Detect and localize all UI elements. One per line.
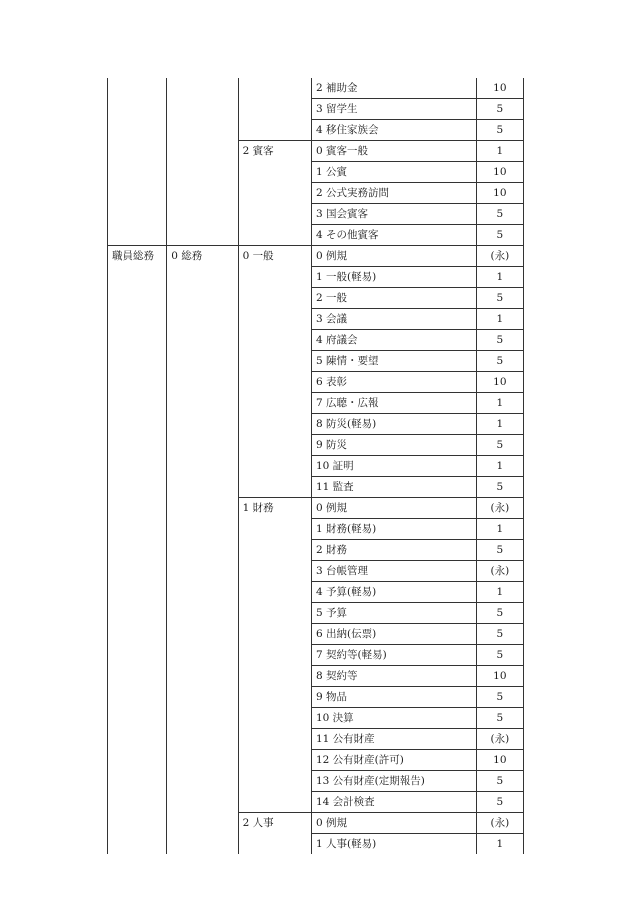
middle-category-cell: [167, 498, 238, 519]
major-category-cell: [108, 393, 167, 414]
table-row: [108, 792, 524, 813]
table-row: [108, 267, 524, 288]
item-cell: 0 例規: [311, 498, 476, 519]
retention-period-cell: 5: [476, 792, 523, 813]
major-category-cell: [108, 288, 167, 309]
minor-category-cell: [238, 204, 311, 225]
table-row: [108, 435, 524, 456]
minor-category-cell: [238, 372, 311, 393]
minor-category-cell: 2 人事: [238, 813, 311, 834]
item-cell: 1 人事(軽易): [311, 834, 476, 855]
major-category-cell: [108, 687, 167, 708]
major-category-cell: [108, 435, 167, 456]
middle-category-cell: [167, 666, 238, 687]
retention-period-cell: 5: [476, 624, 523, 645]
retention-period-cell: 1: [476, 582, 523, 603]
item-cell: 0 例規: [311, 246, 476, 267]
table-row: [108, 687, 524, 708]
retention-period-cell: 5: [476, 687, 523, 708]
retention-period-cell: 5: [476, 225, 523, 246]
major-category-cell: 職員総務: [108, 246, 167, 267]
table-row: [108, 708, 524, 729]
item-cell: 3 台帳管理: [311, 561, 476, 582]
middle-category-cell: [167, 351, 238, 372]
table-row: [108, 78, 524, 99]
middle-category-cell: [167, 540, 238, 561]
retention-period-cell: 5: [476, 540, 523, 561]
major-category-cell: [108, 771, 167, 792]
item-cell: 3 会議: [311, 309, 476, 330]
retention-period-cell: 1: [476, 414, 523, 435]
minor-category-cell: 1 財務: [238, 498, 311, 519]
minor-category-cell: [238, 351, 311, 372]
item-cell: 5 陳情・要望: [311, 351, 476, 372]
major-category-cell: [108, 498, 167, 519]
table-row: [108, 645, 524, 666]
minor-category-cell: [238, 582, 311, 603]
item-cell: 7 広聴・広報: [311, 393, 476, 414]
minor-category-cell: [238, 624, 311, 645]
major-category-cell: [108, 99, 167, 120]
item-cell: 13 公有財産(定期報告): [311, 771, 476, 792]
table-body: [108, 78, 524, 854]
middle-category-cell: [167, 330, 238, 351]
retention-period-cell: 10: [476, 372, 523, 393]
retention-period-cell: 5: [476, 435, 523, 456]
item-cell: 0 例規: [311, 813, 476, 834]
item-cell: 10 決算: [311, 708, 476, 729]
retention-period-cell: 1: [476, 834, 523, 855]
middle-category-cell: [167, 519, 238, 540]
retention-period-cell: 10: [476, 666, 523, 687]
major-category-cell: [108, 183, 167, 204]
minor-category-cell: [238, 834, 311, 855]
retention-period-cell: 5: [476, 120, 523, 141]
minor-category-cell: [238, 99, 311, 120]
middle-category-cell: [167, 708, 238, 729]
minor-category-cell: [238, 435, 311, 456]
minor-category-cell: [238, 519, 311, 540]
item-cell: 9 防災: [311, 435, 476, 456]
table-row: [108, 834, 524, 855]
major-category-cell: [108, 351, 167, 372]
minor-category-cell: [238, 666, 311, 687]
middle-category-cell: [167, 792, 238, 813]
retention-period-cell: 5: [476, 477, 523, 498]
middle-category-cell: [167, 435, 238, 456]
table-row: [108, 624, 524, 645]
middle-category-cell: [167, 750, 238, 771]
middle-category-cell: [167, 624, 238, 645]
minor-category-cell: [238, 750, 311, 771]
table-row: [108, 582, 524, 603]
middle-category-cell: [167, 414, 238, 435]
retention-period-cell: 5: [476, 99, 523, 120]
retention-period-cell: (永): [476, 498, 523, 519]
middle-category-cell: [167, 78, 238, 99]
item-cell: 12 公有財産(許可): [311, 750, 476, 771]
table-row: [108, 498, 524, 519]
retention-period-cell: 5: [476, 351, 523, 372]
retention-period-cell: 10: [476, 183, 523, 204]
retention-period-cell: 1: [476, 141, 523, 162]
item-cell: 1 財務(軽易): [311, 519, 476, 540]
retention-period-cell: 5: [476, 288, 523, 309]
table-row: [108, 225, 524, 246]
item-cell: 2 一般: [311, 288, 476, 309]
middle-category-cell: [167, 456, 238, 477]
item-cell: 2 財務: [311, 540, 476, 561]
retention-period-cell: 5: [476, 645, 523, 666]
major-category-cell: [108, 750, 167, 771]
table-row: [108, 771, 524, 792]
major-category-cell: [108, 78, 167, 99]
table-row: [108, 519, 524, 540]
middle-category-cell: [167, 183, 238, 204]
minor-category-cell: [238, 561, 311, 582]
minor-category-cell: 2 賓客: [238, 141, 311, 162]
item-cell: 14 会計検査: [311, 792, 476, 813]
minor-category-cell: [238, 477, 311, 498]
major-category-cell: [108, 225, 167, 246]
middle-category-cell: [167, 120, 238, 141]
item-cell: 6 表彰: [311, 372, 476, 393]
retention-schedule-table: [107, 78, 524, 854]
retention-period-cell: 5: [476, 603, 523, 624]
retention-period-cell: 10: [476, 162, 523, 183]
item-cell: 8 防災(軽易): [311, 414, 476, 435]
minor-category-cell: [238, 540, 311, 561]
table-row: [108, 183, 524, 204]
minor-category-cell: [238, 288, 311, 309]
retention-period-cell: 5: [476, 771, 523, 792]
retention-period-cell: 10: [476, 750, 523, 771]
minor-category-cell: [238, 687, 311, 708]
item-cell: 4 府議会: [311, 330, 476, 351]
retention-period-cell: 1: [476, 393, 523, 414]
table-row: [108, 393, 524, 414]
minor-category-cell: [238, 729, 311, 750]
major-category-cell: [108, 141, 167, 162]
minor-category-cell: [238, 267, 311, 288]
minor-category-cell: [238, 792, 311, 813]
minor-category-cell: [238, 120, 311, 141]
retention-period-cell: 10: [476, 78, 523, 99]
table-row: [108, 666, 524, 687]
major-category-cell: [108, 561, 167, 582]
major-category-cell: [108, 477, 167, 498]
retention-period-cell: 1: [476, 309, 523, 330]
major-category-cell: [108, 603, 167, 624]
minor-category-cell: [238, 708, 311, 729]
major-category-cell: [108, 120, 167, 141]
table-row: [108, 540, 524, 561]
table-row: [108, 456, 524, 477]
middle-category-cell: [167, 141, 238, 162]
major-category-cell: [108, 204, 167, 225]
table-row: [108, 330, 524, 351]
item-cell: 5 予算: [311, 603, 476, 624]
major-category-cell: [108, 729, 167, 750]
middle-category-cell: [167, 393, 238, 414]
major-category-cell: [108, 330, 167, 351]
table-row: [108, 204, 524, 225]
minor-category-cell: [238, 414, 311, 435]
item-cell: 3 留学生: [311, 99, 476, 120]
table-row: [108, 414, 524, 435]
middle-category-cell: [167, 561, 238, 582]
item-cell: 4 その他賓客: [311, 225, 476, 246]
major-category-cell: [108, 372, 167, 393]
item-cell: 0 賓客一般: [311, 141, 476, 162]
minor-category-cell: [238, 393, 311, 414]
middle-category-cell: [167, 834, 238, 855]
major-category-cell: [108, 708, 167, 729]
retention-period-cell: (永): [476, 813, 523, 834]
retention-period-cell: 1: [476, 519, 523, 540]
minor-category-cell: [238, 330, 311, 351]
table-row: [108, 351, 524, 372]
middle-category-cell: [167, 582, 238, 603]
item-cell: 10 証明: [311, 456, 476, 477]
retention-period-cell: (永): [476, 729, 523, 750]
minor-category-cell: [238, 603, 311, 624]
minor-category-cell: [238, 771, 311, 792]
middle-category-cell: [167, 603, 238, 624]
middle-category-cell: [167, 771, 238, 792]
item-cell: 1 公賓: [311, 162, 476, 183]
table-row: [108, 477, 524, 498]
middle-category-cell: [167, 729, 238, 750]
table-row: [108, 141, 524, 162]
major-category-cell: [108, 540, 167, 561]
item-cell: 2 補助金: [311, 78, 476, 99]
middle-category-cell: [167, 687, 238, 708]
middle-category-cell: [167, 99, 238, 120]
major-category-cell: [108, 309, 167, 330]
table-row: [108, 372, 524, 393]
retention-period-cell: 5: [476, 330, 523, 351]
minor-category-cell: 0 一般: [238, 246, 311, 267]
item-cell: 4 予算(軽易): [311, 582, 476, 603]
retention-period-cell: 5: [476, 708, 523, 729]
major-category-cell: [108, 414, 167, 435]
middle-category-cell: [167, 372, 238, 393]
middle-category-cell: 0 総務: [167, 246, 238, 267]
retention-period-cell: 5: [476, 204, 523, 225]
item-cell: 4 移住家族会: [311, 120, 476, 141]
middle-category-cell: [167, 225, 238, 246]
table-row: [108, 729, 524, 750]
table-row: [108, 246, 524, 267]
item-cell: 1 一般(軽易): [311, 267, 476, 288]
middle-category-cell: [167, 813, 238, 834]
retention-period-cell: (永): [476, 246, 523, 267]
major-category-cell: [108, 624, 167, 645]
major-category-cell: [108, 645, 167, 666]
middle-category-cell: [167, 162, 238, 183]
major-category-cell: [108, 519, 167, 540]
item-cell: 2 公式実務訪問: [311, 183, 476, 204]
item-cell: 9 物品: [311, 687, 476, 708]
table-row: [108, 309, 524, 330]
major-category-cell: [108, 666, 167, 687]
table-row: [108, 288, 524, 309]
minor-category-cell: [238, 309, 311, 330]
item-cell: 7 契約等(軽易): [311, 645, 476, 666]
table-row: [108, 603, 524, 624]
major-category-cell: [108, 267, 167, 288]
minor-category-cell: [238, 183, 311, 204]
table-row: [108, 120, 524, 141]
major-category-cell: [108, 456, 167, 477]
item-cell: 8 契約等: [311, 666, 476, 687]
item-cell: 11 監査: [311, 477, 476, 498]
major-category-cell: [108, 792, 167, 813]
middle-category-cell: [167, 309, 238, 330]
major-category-cell: [108, 813, 167, 834]
major-category-cell: [108, 582, 167, 603]
table-row: [108, 750, 524, 771]
table-row: [108, 561, 524, 582]
minor-category-cell: [238, 162, 311, 183]
table-row: [108, 162, 524, 183]
minor-category-cell: [238, 78, 311, 99]
item-cell: 11 公有財産: [311, 729, 476, 750]
minor-category-cell: [238, 456, 311, 477]
retention-period-cell: 1: [476, 456, 523, 477]
item-cell: 3 国会賓客: [311, 204, 476, 225]
retention-period-cell: (永): [476, 561, 523, 582]
table-row: [108, 813, 524, 834]
middle-category-cell: [167, 477, 238, 498]
retention-period-cell: 1: [476, 267, 523, 288]
middle-category-cell: [167, 288, 238, 309]
item-cell: 6 出納(伝票): [311, 624, 476, 645]
middle-category-cell: [167, 645, 238, 666]
table-row: [108, 99, 524, 120]
middle-category-cell: [167, 267, 238, 288]
middle-category-cell: [167, 204, 238, 225]
major-category-cell: [108, 834, 167, 855]
major-category-cell: [108, 162, 167, 183]
minor-category-cell: [238, 225, 311, 246]
minor-category-cell: [238, 645, 311, 666]
